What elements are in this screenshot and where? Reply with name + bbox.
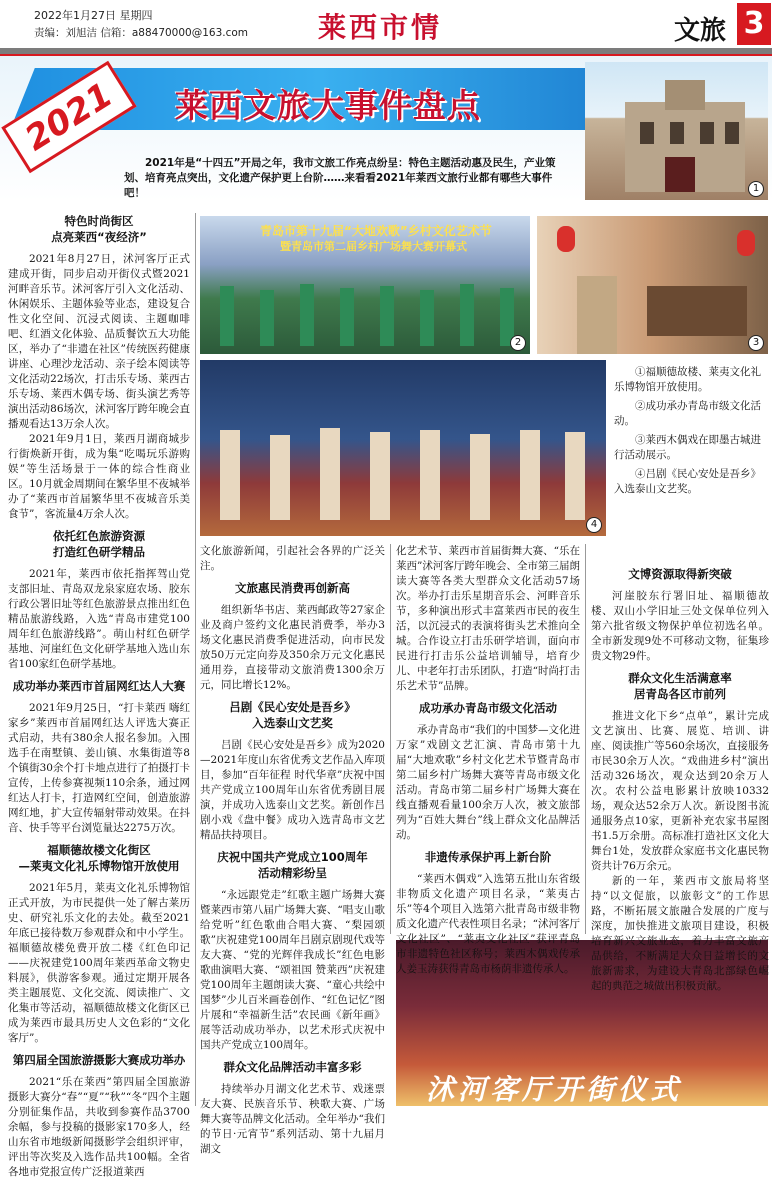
paragraph: 文化旅游新闻，引起社会各界的广泛关注。 bbox=[200, 545, 385, 572]
column-divider bbox=[195, 213, 196, 1106]
paragraph: 推进文化下乡“点单”，累计完成文艺演出、比赛、展览、培训、讲座、阅读推广等560余场次，直接服务市民30余万人次。“戏曲进乡村”演出活动326场次，观众达到20余万人次。农村公益电影累计放映10332场，观众达52余万人次。新设图书流通服务点10家，更新补充农家书屋图书1.5万余册。高标准打造社区文化大舞台1处，发放群众家庭书文化惠民物资共计76万余元。 bbox=[591, 710, 769, 872]
headline: 第四届全国旅游摄影大赛成功举办 bbox=[12, 1053, 186, 1067]
ceremony-text: 沭河客厅开街仪式 bbox=[426, 1073, 683, 1106]
caption-2: ②成功承办青岛市级文化活动。 bbox=[614, 400, 761, 427]
headline-2: 居青岛各区市前列 bbox=[634, 687, 726, 701]
article-column-1 bbox=[8, 213, 190, 1180]
paragraph: 承办青岛市“我们的中国梦—文化进万家”戏剧文艺汇演、青岛市第十九届“大地欢歌”乡村文化艺术节暨青岛市第二届乡村广场舞大赛等青岛市级文化活动。青岛市第二届乡村广场舞大赛在线直播观看量100余万人次，被文旅部列为“百姓大舞台”线上群众文化品牌活动。 bbox=[396, 724, 580, 841]
paragraph: 2021年5月，莱夷文化礼乐博物馆正式开放，为市民提供一处了解古莱历史、研究礼乐文化的去处。截至2021年底已接待数万参观群众和中小学生。福顺德故楼免费开放二楼《红色印记——庆祝建党100周年莱西革命文物史料展》，供游客参观。通过定期开展各类主题展览、文化交流、阅读推广、文化集市等活动，福顺德故楼文化街区已成为莱西市最具历史人文色彩的“文化客厅”。 bbox=[8, 882, 190, 1044]
photo-puppet-show bbox=[537, 216, 768, 354]
paragraph: 2021年8月27日，沭河客厅正式建成开街，同步启动开街仪式暨2021河畔音乐节。沭河客厅引入文化活动、休闲娱乐、主题体验等业态，建设复合性文化空间、沉浸式阅读、主题咖啡吧、红酒文化体验、品质餐饮五大功能区，举办了“非遗在社区”传统医药健康讲座、心理沙龙活动、亲子绘本阅读等文化活动22场次，打击乐专场、莱西古乐专场、莱西木偶专场、街头演艺秀等演出活动86场次，沭河客厅跨年晚会直播观看达13万余人次。 bbox=[8, 253, 190, 430]
headline-2: 活动精彩纷呈 bbox=[258, 866, 327, 880]
page-number: 3 bbox=[737, 3, 771, 45]
paragraph: “莱西木偶戏”入选第五批山东省级非物质文化遗产项目名录，“莱夷古乐”等4个项目入选第六批青岛市级非物质文化遗产代表性项目名录；“沭河客厅文化社区”、“莱夷文化社区”获评青岛市非遗特色社区称号；莱西木偶戏传承人姜玉涛获得青岛市杨荫非遗传承人。 bbox=[396, 873, 580, 975]
puppet-illustration bbox=[537, 216, 768, 354]
photo-square-dance bbox=[200, 216, 530, 354]
paragraph: 化艺术节、莱西市首届街舞大赛、“乐在莱西”沭河客厅跨年晚会、全市第三届朗读大赛等各类大型群众文化活动57场次。举办打击乐星期音乐会、河畔音乐节，多种演出形式丰富莱西市民的夜生活，以沉浸式的表演将街头艺术推向全城。合作设立打击乐研学培训，面向市民进行打击乐公益培训辅导，培育少儿、中老年打击乐团队，打造“时尚打击乐艺术节”品牌。 bbox=[396, 545, 580, 692]
stage-banner-line2: 暨青岛市第二届乡村广场舞大赛开幕式 bbox=[280, 240, 467, 253]
headline: 非遗传承保护再上新台阶 bbox=[424, 850, 552, 864]
article-column-3 bbox=[396, 544, 580, 977]
headline: 福顺德故楼文化街区 bbox=[47, 843, 151, 857]
headline: 成功举办莱西市首届网红达人大赛 bbox=[12, 679, 186, 693]
headline: 依托红色旅游资源 bbox=[53, 529, 145, 543]
paragraph: 吕剧《民心安处是吾乡》成为2020—2021年度山东省优秀文艺作品入库项目，参加“百年征程 时代华章”庆祝中国共产党成立100周年山东省优秀剧目展演，并成功入选泰山文艺奖。新创作吕剧小戏《盘中餐》成功入选青岛市文艺精品扶持项目。 bbox=[200, 739, 385, 841]
paragraph: 新的一年，莱西市文旅局将坚持“以文促旅，以旅彰文”的工作思路，不断拓展文旅融合发展的广度与深度，加快推进文旅项目建设，积极培育新兴文旅业态，着力丰富文旅产品供给，不断满足大众日益增长的文旅新需求，为建设大青岛北部绿色崛起的典范之城做出积极贡献。 bbox=[591, 875, 769, 992]
opera-stage-illustration bbox=[200, 360, 606, 536]
headline: 成功承办青岛市级文化活动 bbox=[419, 701, 557, 715]
column-divider bbox=[390, 544, 391, 934]
headline: 群众文化生活满意率 bbox=[628, 671, 732, 685]
column-divider bbox=[585, 544, 586, 934]
caption-1: ①福顺德故楼、莱夷文化礼乐博物馆开放使用。 bbox=[614, 366, 761, 393]
paragraph: 河崖胶东行署旧址、福顺德故楼、双山小学旧址三处文保单位列入第六批省级文物保护单位初选名单。全市新发现9处不可移动文物，征集珍贵文物29件。 bbox=[591, 590, 769, 662]
photo-number: 4 bbox=[586, 517, 602, 533]
article-column-4 bbox=[591, 560, 769, 994]
photo-old-building bbox=[585, 62, 768, 200]
stage-banner-line1: 青岛市第十九届“大地欢歌”乡村文化艺术节 bbox=[260, 224, 492, 238]
headline-2: 点亮莱西“夜经济” bbox=[51, 230, 147, 244]
caption-3: ③莱西木偶戏在即墨古城进行活动展示。 bbox=[614, 434, 761, 461]
paragraph: 持续举办月湖文化艺术节、戏迷票友大赛、民族音乐节、秧歌大赛、广场舞大赛等品牌文化活动。全年举办“我们的节日·元宵节”系列活动、第十九届月湖文 bbox=[200, 1083, 385, 1155]
headline-2: —莱夷文化礼乐博物馆开放使用 bbox=[18, 859, 180, 873]
building-illustration bbox=[585, 62, 768, 200]
photo-captions bbox=[614, 365, 768, 501]
dancers-illustration bbox=[200, 276, 530, 354]
photo-number: 3 bbox=[748, 335, 764, 351]
headline: 吕剧《民心安处是吾乡》 bbox=[229, 700, 356, 714]
paragraph: 2021年，莱西市依托指挥驾山党支部旧址、青岛双龙泉家庭农场、胶东行政公署旧址等红色旅游景点推出红色精品旅游线路，入选“青岛市建党100周年红色旅游线路”。萌山村红色研学基地、河崖红色文化研学基地入选山东省100家红色研学基地。 bbox=[8, 568, 190, 670]
photo-number: 1 bbox=[748, 181, 764, 197]
paragraph: 组织新华书店、莱西邮政等27家企业及商户签约文化惠民消费季，举办3场文化惠民消费季促进活动，向市民发放50万元定向券及350余万元文化惠民通用券，直接带动文旅消费1300余万元，同比增长12%。 bbox=[200, 604, 385, 691]
paragraph: 2021“乐在莱西”第四届全国旅游摄影大赛分“春”“夏”“秋”“冬”四个主题分别征集作品，共收到参赛作品3700余幅，参与投稿的摄影家170多人，经山东省市地级新闻摄影学会组织评审，评出等次奖及入选作品共100幅。全省各地市党报宣传广泛报道莱西 bbox=[8, 1076, 190, 1178]
page-title: 莱西文旅大事件盘点 bbox=[175, 86, 481, 125]
year-badge: 2021 bbox=[1, 61, 136, 174]
headline: 庆祝中国共产党成立100周年 bbox=[217, 850, 368, 864]
photo-lv-opera bbox=[200, 360, 606, 536]
paragraph: “永远跟党走”红歌主题广场舞大赛暨莱西市第八届广场舞大赛、“唱支山歌给党听”红色歌曲合唱大赛、“梨园颂歌”庆祝建党100周年吕剧京剧现代戏等友大赛、“党的光辉伴我成长”红色电影歌曲演唱大赛、“颂祖国 赞莱西”庆祝建党100周年主题朗读大赛、“童心共绘中国梦”少儿百米画卷创作、“红色记忆”图片展和“幸福新生活”农民画《新年画》展等活动成功举办，以艺术形式庆祝中国共产党成立100周年。 bbox=[200, 889, 385, 1051]
intro-paragraph: 2021年是“十四五”开局之年，我市文旅工作亮点纷呈：特色主题活动惠及民生，产业策划、培育亮点突出，文化遗产保护更上台阶……来看看2021年莱西文旅行业都有哪些大事件吧！ bbox=[124, 157, 556, 199]
headline: 文博资源取得新突破 bbox=[628, 567, 732, 581]
photo-number: 2 bbox=[510, 335, 526, 351]
headline: 文旅惠民消费再创新高 bbox=[235, 581, 350, 595]
paragraph: 2021年9月25日，“打卡莱西 嗨红家乡”莱西市首届网红达人评选大赛正式启动，共有380余人报名参加。入围选手在南墅镇、姜山镇、水集街道等8个镇街30余个打卡地点进行了拍摄打卡宣传，上传参赛视频110余条，通过网红达人打卡，打造网红空间，创造旅游网红地，扩大宣传辐射带动效果。在抖音、快手等平台浏览量达2275万次。 bbox=[8, 702, 190, 834]
caption-4: ④吕剧《民心安处是吾乡》入选泰山文艺奖。 bbox=[614, 468, 761, 495]
paragraph: 2021年9月1日，莱西月湖商城步行街焕新开街，成为集“吃喝玩乐游购娱”等生活场景于一体的综合性商业区。10月就金周期间在繁华里不夜城举办了“莱西市首届繁华里不夜城音乐美食节”，客流量4万余人次。 bbox=[8, 433, 190, 520]
issue-date: 2022年1月27日 星期四 bbox=[34, 9, 153, 22]
newspaper-name: 莱西市情 bbox=[318, 11, 443, 44]
section-name: 文旅 bbox=[674, 16, 727, 46]
editor-line: 责编：刘旭洁 信箱：a88470000@163.com bbox=[34, 27, 249, 39]
article-column-2 bbox=[200, 544, 385, 1157]
headline-2: 入选泰山文艺奖 bbox=[252, 716, 333, 730]
headline-2: 打造红色研学精品 bbox=[53, 545, 145, 559]
headline: 特色时尚街区 bbox=[64, 214, 134, 228]
headline: 群众文化品牌活动丰富多彩 bbox=[223, 1060, 362, 1074]
